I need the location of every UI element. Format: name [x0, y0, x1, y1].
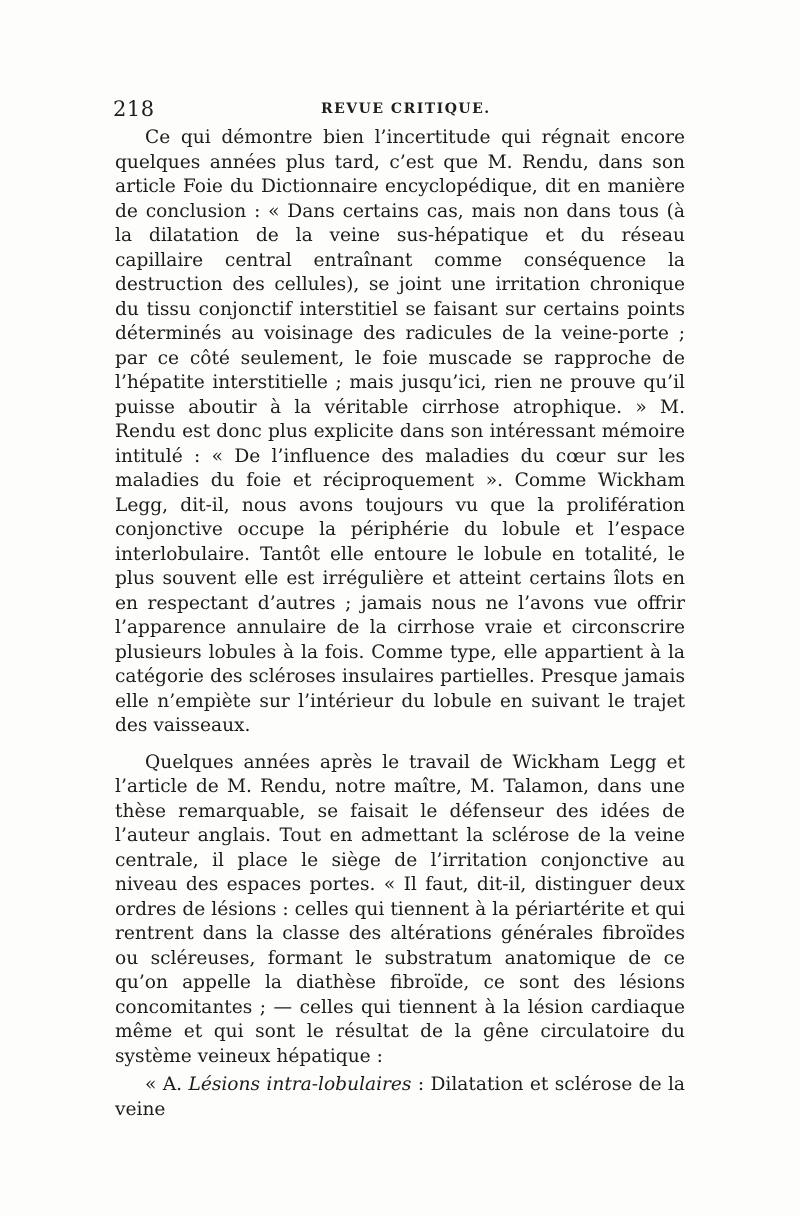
paragraph-3 — [115, 1073, 685, 1122]
page-header — [113, 97, 693, 125]
paragraph-3-prefix: « A. — [145, 1074, 189, 1095]
paragraph-3-italic: Lésions intra-lobulaires — [188, 1074, 412, 1095]
page-number: 218 — [113, 97, 155, 121]
body-text — [115, 126, 685, 1122]
running-title: REVUE CRITIQUE. — [321, 101, 491, 117]
paragraph-2: Quelques années après le travail de Wickham Legg et l’article de M. Rendu, notre maître, M. Talamon, dans une thèse remarquable, se faisait le défenseur des idées de l’auteur anglais. Tout en admettant la sclérose de la veine centrale, il place le siège de l’irritation conjonctive au niveau des espaces portes. « Il faut, dit-il, distinguer deux ordres de lésions : celles qui tiennent à la périartérite et qui rentrent dans la classe des altérations générales fibroïdes ou scléreuses, formant le substratum anatomique de ce qu’on appelle la diathèse fibroïde, ce sont des lésions concomitantes ; — celles qui tiennent à la lésion cardiaque même et qui sont le résultat de la gêne circulatoire du système veineux hépatique : — [115, 751, 685, 1067]
paragraph-1: Ce qui démontre bien l’incertitude qui régnait encore quelques années plus tard, c’est que M. Rendu, dans son article Foie du Dictionnaire encyclopédique, dit en manière de conclusion : « Dans certains cas, mais non dans tous (à la dilatation de la veine sus-hépatique et du réseau capillaire central entraînant comme conséquence la destruction des cellules), se joint une irritation chronique du tissu conjonctif interstitiel se faisant sur certains points déterminés au voisinage des radicules de la veine-porte ; par ce côté seulement, le foie muscade se rapproche de l’hépatite interstitielle ; mais jusqu’ici, rien ne prouve qu’il puisse aboutir à la véritable cirrhose atrophique. » M. Rendu est donc plus explicite dans son intéressant mémoire intitulé : « De l’influence des maladies du cœur sur les maladies du foie et réciproquement ». Comme Wickham Legg, dit-il, nous avons toujours vu que la prolifération conjonctive occupe la périphérie du lobule et l’espace interlobulaire. Tantôt elle entoure le lobule en totalité, le plus souvent elle est irrégulière et atteint certains îlots en en respectant d’autres ; jamais nous ne l’avons vue offrir l’apparence annulaire de la cirrhose vraie et circonscrire plusieurs lobules à la fois. Comme type, elle appartient à la catégorie des scléroses insulaires partielles. Presque jamais elle n’empiète sur l’intérieur du lobule en suivant le trajet des vaisseaux. — [115, 127, 685, 736]
paragraph-3-suffix: : Dilatation et sclérose de la veine — [115, 1074, 685, 1120]
